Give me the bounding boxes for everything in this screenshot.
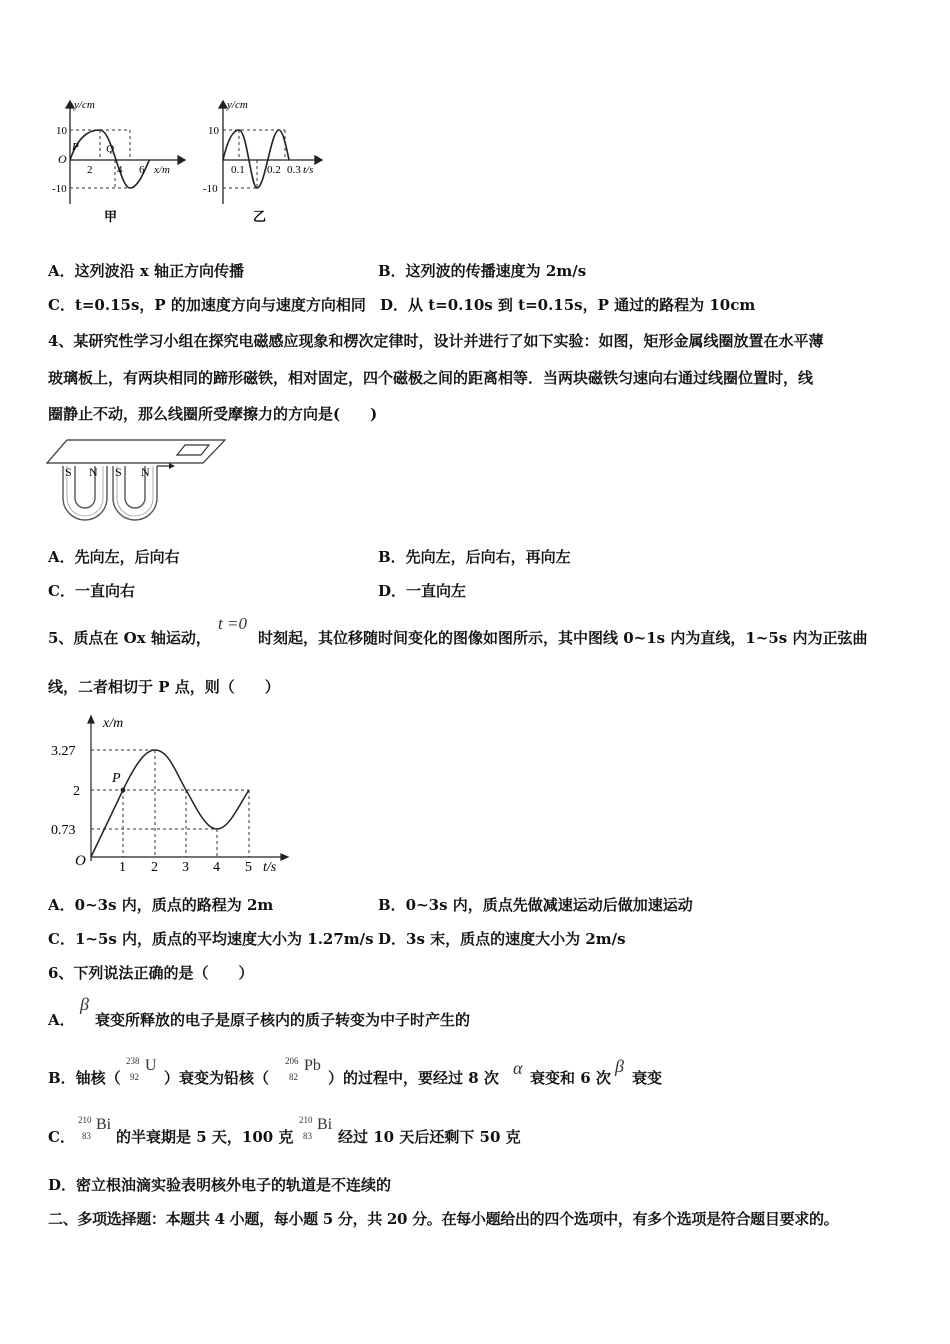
q5-t-equals-zero: t =0 [218, 614, 247, 633]
u238-symbol: U [145, 1057, 157, 1074]
displacement-time-graph [45, 705, 295, 877]
q5-option-c: C．1~5s 内，质点的平均速度大小为 1.27m/s [48, 930, 374, 948]
q4-option-a: A．先向左，后向右 [48, 548, 180, 566]
q4-stem-line3: 圈静止不动，那么线圈所受摩擦力的方向是( ) [48, 405, 378, 423]
displacement-line-0-1s [91, 790, 123, 857]
q6-option-b-mid3: 衰变和 6 次 [530, 1069, 611, 1087]
magnet-pole-n1: N [89, 465, 98, 479]
q4-option-b: B．先向左，后向右，再向左 [378, 548, 571, 566]
xt-x-label: t/s [263, 860, 277, 875]
bi210-symbol-2: Bi [317, 1116, 333, 1133]
pb206-symbol: Pb [304, 1057, 321, 1074]
q6-option-d: D．密立根油滴实验表明核外电子的轨道是不连续的 [48, 1176, 392, 1194]
yi-y-label: y/cm [227, 99, 248, 111]
jia-xtick-6: 6 [139, 164, 145, 176]
jia-ytick-10: 10 [56, 125, 67, 137]
q5-stem-line2: 线，二者相切于 P 点，则（ ） [48, 678, 280, 696]
q5-stem-line1b: 时刻起，其位移随时间变化的图像如图所示，其中图线 0~1s 内为直线，1~5s 内为正弦曲 [258, 629, 868, 647]
tangent-point-p [121, 788, 126, 793]
u238-mass: 238 [126, 1056, 140, 1066]
q4-stem-line1: 4、某研究性学习小组在探究电磁感应现象和楞次定律时，设计并进行了如下实验：如图，矩形金属线圈放置在水平薄 [48, 332, 824, 350]
q4-stem-line2: 玻璃板上，有两块相同的蹄形磁铁，相对固定，四个磁极之间的距离相等．当两块磁铁匀速向右通过线圈位置时，线 [48, 369, 814, 387]
jia-point-p: P [72, 141, 79, 153]
q5-option-b: B．0~3s 内，质点先做减速运动后做加速运动 [378, 896, 693, 914]
yi-x-label: t/s [303, 164, 314, 176]
jia-xtick-4: 4 [117, 164, 123, 176]
wave-graph-jia [40, 92, 190, 232]
xt-y-label: x/m [103, 716, 124, 731]
q6-option-a-label: A． [48, 1011, 75, 1029]
u238-charge: 92 [130, 1072, 139, 1082]
yi-ytick-10: 10 [208, 125, 219, 137]
xt-xtick-1: 1 [119, 860, 126, 875]
bi210-mass-2: 210 [299, 1115, 313, 1125]
q6-option-b-mid2: ）的过程中，要经过 8 次 [328, 1069, 499, 1087]
q3-option-b: B．这列波的传播速度为 2m/s [378, 262, 587, 280]
jia-y-label: y/cm [74, 99, 95, 111]
q3-option-d: D．从 t=0.10s 到 t=0.15s，P 通过的路程为 10cm [380, 296, 756, 314]
magnet-pole-s1: S [65, 465, 72, 479]
q6-a-beta-symbol: β [80, 994, 89, 1014]
jia-ytick-neg10: -10 [52, 183, 67, 195]
bi210-charge-2: 83 [303, 1131, 312, 1141]
xt-ytick-2: 2 [73, 784, 80, 799]
xt-ytick-327: 3.27 [51, 744, 76, 759]
yi-caption: 乙 [253, 209, 267, 224]
jia-xtick-2: 2 [87, 164, 93, 176]
q6-option-c-mid: 的半衰期是 5 天，100 克 [116, 1128, 294, 1146]
q3-option-c: C．t=0.15s，P 的加速度方向与速度方向相同 [48, 296, 366, 314]
yi-ytick-neg10: -10 [203, 183, 218, 195]
vibration-graph-yi [195, 92, 330, 232]
metal-coil [177, 445, 209, 455]
pb206-mass: 206 [285, 1056, 299, 1066]
q5-option-a: A．0~3s 内，质点的路程为 2m [48, 896, 274, 914]
q6-option-b-pre: B．铀核（ [48, 1069, 121, 1087]
xt-xtick-5: 5 [245, 860, 252, 875]
q6-option-b-mid1: ）衰变为铅核（ [164, 1069, 270, 1087]
vibration-curve-yi [223, 130, 289, 188]
q5-stem-line1a: 5、质点在 Ox 轴运动， [48, 629, 211, 647]
q6-option-a-text: 衰变所释放的电子是原子核内的质子转变为中子时产生的 [95, 1011, 471, 1029]
jia-x-label: x/m [154, 164, 170, 176]
yi-xtick-02: 0.2 [267, 164, 281, 176]
glass-plate [47, 440, 225, 463]
bi210-charge-1: 83 [82, 1131, 91, 1141]
yi-xtick-03: 0.3 [287, 164, 301, 176]
magnet-pole-n2: N [141, 465, 150, 479]
xt-xtick-3: 3 [182, 860, 189, 875]
q6-option-c-post: 经过 10 天后还剩下 50 克 [338, 1128, 521, 1146]
q6-stem: 6、下列说法正确的是（ ） [48, 964, 254, 982]
q4-option-c: C．一直向右 [48, 582, 135, 600]
q6-option-c-pre: C． [48, 1128, 75, 1146]
xt-xtick-2: 2 [151, 860, 158, 875]
wave-curve-jia [70, 130, 150, 188]
magnet-pole-s2: S [115, 465, 122, 479]
bi210-symbol-1: Bi [96, 1116, 112, 1133]
xt-ytick-073: 0.73 [51, 823, 76, 838]
jia-point-q: Q [106, 143, 114, 155]
q4-option-d: D．一直向左 [378, 582, 467, 600]
q5-option-d: D．3s 末，质点的速度大小为 2m/s [378, 930, 626, 948]
pb206-charge: 82 [289, 1072, 298, 1082]
jia-origin: O [58, 152, 67, 166]
q6-b-beta-symbol: β [615, 1056, 624, 1076]
magnet-coil-figure [45, 436, 230, 531]
xt-origin: O [75, 853, 86, 869]
xt-point-p-label: P [112, 771, 121, 786]
q3-option-a: A．这列波沿 x 轴正方向传播 [48, 262, 245, 280]
bi210-mass-1: 210 [78, 1115, 92, 1125]
section2-header: 二、多项选择题：本题共 4 小题，每小题 5 分，共 20 分。在每小题给出的四个选项中，有多个选项是符合题目要求的。 [48, 1210, 839, 1228]
q6-option-b-post: 衰变 [632, 1069, 663, 1087]
q6-b-alpha-symbol: α [513, 1058, 523, 1078]
xt-xtick-4: 4 [213, 860, 220, 875]
yi-xtick-01: 0.1 [231, 164, 245, 176]
jia-caption: 甲 [104, 209, 118, 224]
